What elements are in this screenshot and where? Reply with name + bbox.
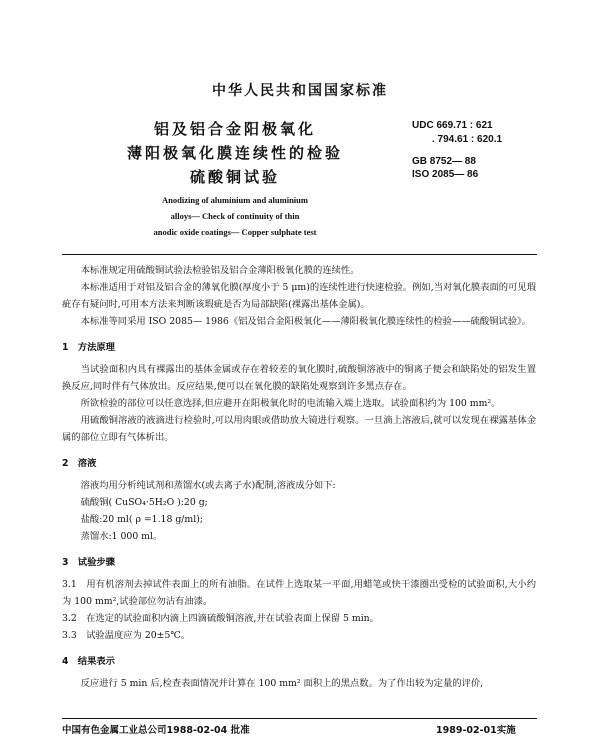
effective-date: 1989-02-01实施: [436, 725, 516, 736]
approval-statement: 中国有色金属工业总公司1988-02-04 批准: [62, 725, 250, 736]
title-line-1: 铝及铝合金阳极氧化: [153, 120, 316, 138]
udc-code-line-2: . 794.61 : 620.1: [432, 134, 503, 145]
section-1-paragraph-1: 当试验面积内具有裸露出的基体金属或存在着较差的氧化膜时,硫酸铜溶液中的铜离子便会和缺陷处的铝发生置换反应,同时伴有气体放出。反应结果,便可以在氧化膜的缺陷处观察到许多黑点存在。: [62, 364, 536, 392]
intro-paragraph-2: 本标准适用于对铝及铝合金的薄氧化膜(厚度小于 5 μm)的连续性进行快速检验。例如,当对氧化膜表面的可见瑕疵存有疑问时,可用本方法来判断该瑕疵是否为局部缺陷(裸露出基体金属)。: [62, 282, 536, 310]
section-3-3-paragraph: 3.3 试验温度应为 20±5℃。: [62, 630, 191, 641]
document-body: [62, 262, 536, 692]
intro-paragraph-3: 本标准等同采用 ISO 2085— 1986《铝及铝合金阳极氧化——薄阳极氧化膜连续性的检验——硫酸铜试验》。: [80, 316, 531, 327]
english-title-line-1: Anodizing of aluminium and aluminium: [162, 195, 308, 205]
section-3-1-paragraph: 3.1 用有机溶剂去掉试件表面上的所有油脂。在试件上选取某一平面,用蜡笔或快干漆圈出受检的试验面积,大小约为 100 mm²,试验部位勿沾有油漆。: [62, 579, 536, 607]
solution-item-distilled-water: 蒸馏水:1 000 ml。: [80, 531, 163, 542]
title-line-2: 薄阳极氧化膜连续性的检验: [126, 144, 343, 162]
udc-code-line-1: UDC 669.71 : 621: [412, 120, 493, 131]
gb-code: GB 8752— 88: [412, 156, 476, 167]
section-4-heading: 4 结果表示: [62, 656, 115, 667]
iso-code: ISO 2085— 86: [412, 169, 479, 180]
english-title-line-3: anodic oxide coatings— Copper sulphate test: [153, 227, 317, 237]
title-line-3: 硫酸铜试验: [189, 168, 280, 186]
national-standard-title: 中华人民共和国国家标准: [212, 83, 388, 99]
header-divider: [62, 254, 537, 255]
solution-item-copper-sulphate: 硫酸铜( CuSO₄·5H₂O ):20 g;: [80, 497, 208, 508]
section-2-paragraph-1: 溶液均用分析纯试剂和蒸馏水(或去离子水)配制,溶液成分如下:: [80, 480, 336, 491]
solution-item-hydrochloric-acid: 盐酸:20 ml( ρ =1.18 g/ml);: [80, 514, 203, 525]
intro-paragraph-1: 本标准规定用硫酸铜试验法检验铝及铝合金薄阳极氧化膜的连续性。: [80, 265, 360, 276]
english-title-line-2: alloys— Check of continuity of thin: [170, 211, 300, 221]
section-1-paragraph-3: 用硫酸铜溶液的液滴进行检验时,可以用肉眼或借助放大镜进行观察。一旦滴上溶液后,就可以发现在裸露基体金属的部位立即有气体析出。: [62, 415, 536, 443]
section-1-paragraph-2: 所欲检验的部位可以任意选择,但应避开在阳极氧化时的电流输入端上选取。试验面积约为 100 mm²。: [80, 398, 501, 409]
section-3-heading: 3 试验步骤: [62, 557, 115, 568]
section-2-heading: 2 溶液: [62, 458, 97, 469]
footer-divider: [62, 718, 537, 719]
section-1-heading: 1 方法原理: [62, 342, 115, 353]
section-4-paragraph-1: 反应进行 5 min 后,检查表面情况并计算在 100 mm² 面积上的黑点数。为了作出较为定量的评价,: [80, 678, 484, 689]
section-3-2-paragraph: 3.2 在选定的试验面积内滴上四滴硫酸铜溶液,并在试验表面上保留 5 min。: [62, 613, 379, 624]
